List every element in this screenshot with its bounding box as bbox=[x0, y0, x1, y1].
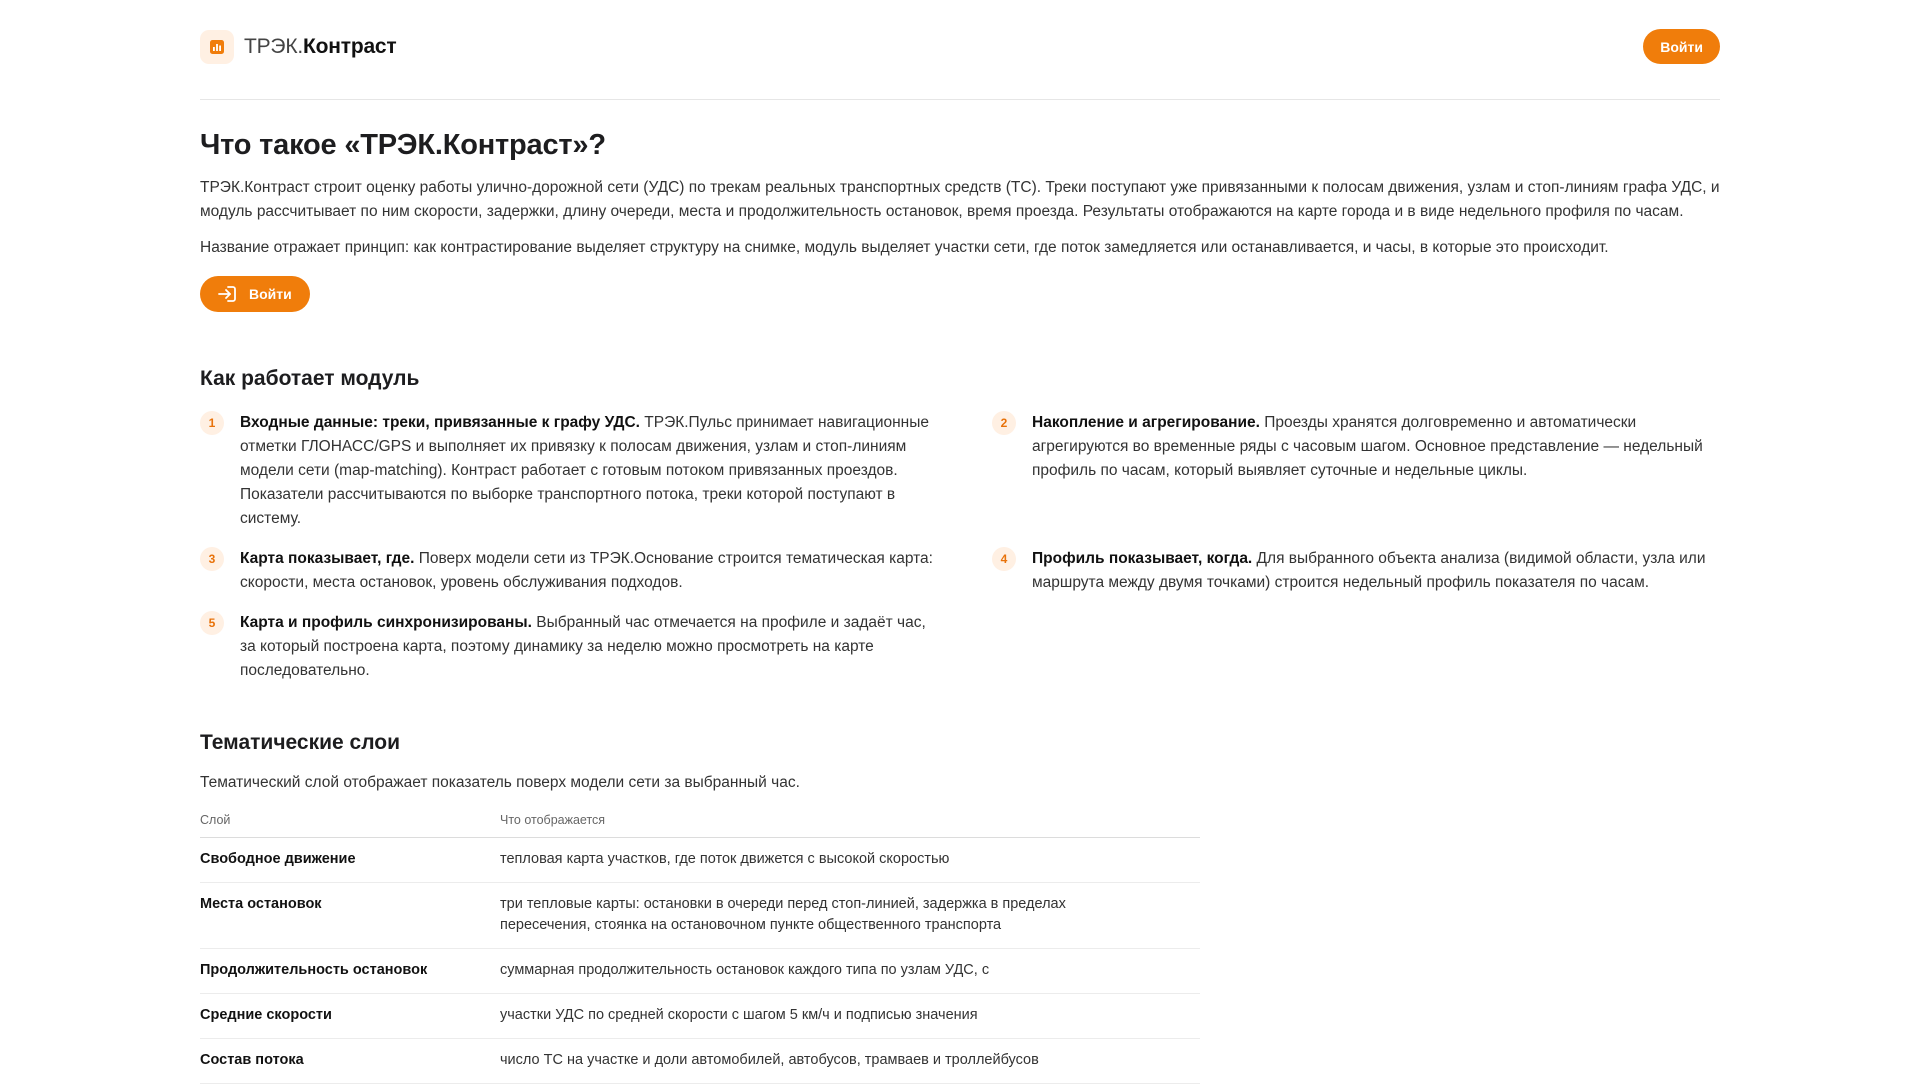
layer-name: Продолжительность остановок bbox=[200, 949, 500, 994]
step-2 bbox=[992, 411, 1720, 531]
column-header-layer: Слой bbox=[200, 812, 500, 838]
step-3 bbox=[200, 547, 960, 595]
bar-chart-icon bbox=[200, 30, 234, 64]
step-5 bbox=[200, 611, 960, 683]
layer-description: тепловая карта участков, где поток движется с высокой скоростью bbox=[500, 838, 1200, 883]
intro-login-label: Войти bbox=[249, 286, 292, 302]
step-number: 5 bbox=[200, 611, 224, 635]
step-body: Для выбранного объекта анализа (видимой области, узла или маршрута между двумя точками) строится недельный профиль показателя по часам. bbox=[1032, 550, 1706, 591]
page bbox=[200, 0, 1720, 1084]
step-number: 3 bbox=[200, 547, 224, 571]
table-header-row bbox=[200, 812, 1200, 838]
page-title: Что такое «ТРЭК.Контраст»? bbox=[200, 129, 606, 161]
intro-login-button[interactable] bbox=[200, 276, 310, 312]
table-row bbox=[200, 883, 1200, 949]
brand-prefix: ТРЭК. bbox=[244, 34, 303, 58]
step-number: 2 bbox=[992, 411, 1016, 435]
step-heading: Накопление и агрегирование. bbox=[1032, 414, 1260, 431]
layer-description: участки УДС по средней скорости с шагом 5 км/ч и подписью значения bbox=[500, 994, 1200, 1039]
login-icon bbox=[217, 285, 237, 303]
brand-name bbox=[244, 35, 397, 59]
layers-table bbox=[200, 812, 1200, 1084]
step-heading: Профиль показывает, когда. bbox=[1032, 550, 1253, 567]
layer-name: Состав потока bbox=[200, 1039, 500, 1084]
step-heading: Входные данные: треки, привязанные к графу УДС. bbox=[240, 414, 640, 431]
header-login-button[interactable]: Войти bbox=[1643, 29, 1720, 64]
how-title: Как работает модуль bbox=[200, 367, 420, 390]
step-text bbox=[240, 611, 945, 683]
top-header bbox=[200, 0, 1720, 100]
table-row bbox=[200, 994, 1200, 1039]
layer-name: Средние скорости bbox=[200, 994, 500, 1039]
how-it-works-section bbox=[200, 365, 1720, 683]
layers-description: Тематический слой отображает показатель поверх модели сети за выбранный час. bbox=[200, 774, 800, 791]
layer-description: число ТС на участке и доли автомобилей, автобусов, трамваев и троллейбусов bbox=[500, 1039, 1200, 1084]
step-body: Проезды хранятся долговременно и автоматически агрегируются во временные ряды с часовым шагом. Основное представление — недельный профиль по часам, который выявляет суточные и недельные циклы. bbox=[1032, 414, 1703, 479]
table-row bbox=[200, 1039, 1200, 1084]
step-text bbox=[240, 547, 945, 595]
table-row bbox=[200, 949, 1200, 994]
layers-title: Тематические слои bbox=[200, 731, 401, 754]
layer-name: Свободное движение bbox=[200, 838, 500, 883]
layer-name: Места остановок bbox=[200, 883, 500, 949]
step-text bbox=[240, 411, 945, 531]
layer-description: три тепловые карты: остановки в очереди перед стоп-линией, задержка в пределах пересечения, стоянка на остановочном пункте общественного транспорта bbox=[500, 883, 1200, 949]
step-body: Поверх модели сети из ТРЭК.Основание строится тематическая карта: скорости, места остановок, уровень обслуживания подходов. bbox=[240, 550, 933, 591]
steps-grid bbox=[200, 411, 1720, 683]
table-row bbox=[200, 838, 1200, 883]
step-number: 1 bbox=[200, 411, 224, 435]
brand-main: Контраст bbox=[303, 34, 397, 58]
layer-description: суммарная продолжительность остановок каждого типа по узлам УДС, с bbox=[500, 949, 1200, 994]
layers-section bbox=[200, 729, 1720, 1084]
step-text bbox=[1032, 411, 1720, 483]
intro-section bbox=[200, 126, 1720, 312]
step-heading: Карта показывает, где. bbox=[240, 550, 415, 567]
intro-paragraph-2: Название отражает принцип: как контрастирование выделяет структуру на снимке, модуль выделяет участки сети, где поток замедляется или останавливается, и часы, в которые это происходит. bbox=[200, 239, 1609, 256]
step-4 bbox=[992, 547, 1720, 595]
step-text bbox=[1032, 547, 1720, 595]
step-heading: Карта и профиль синхронизированы. bbox=[240, 614, 532, 631]
step-number: 4 bbox=[992, 547, 1016, 571]
brand[interactable] bbox=[200, 30, 397, 64]
column-header-description: Что отображается bbox=[500, 812, 1200, 838]
step-body: Выбранный час отмечается на профиле и задаёт час, за который построена карта, поэтому динамику за неделю можно просмотреть на карте последовательно. bbox=[240, 614, 926, 679]
step-1 bbox=[200, 411, 960, 531]
step-body: ТРЭК.Пульс принимает навигационные отметки ГЛОНАСС/GPS и выполняет их привязку к полосам движения, узлам и стоп-линиям модели сети (map-matching). Контраст работает с готовым потоком привязанных проездов. Показатели рассчитываются по выборке транспортного потока, треки которой поступают в систему. bbox=[240, 414, 930, 527]
intro-paragraph-1: ТРЭК.Контраст строит оценку работы улично-дорожной сети (УДС) по трекам реальных транспортных средств (ТС). Треки поступают уже привязанными к полосам движения, узлам и стоп-линиям графа УДС, и модуль рассчитывает по ним скорости, задержки, длину очереди, места и продолжительность остановок, время проезда. Результаты отображаются на карте города и в виде недельного профиля по часам. bbox=[200, 179, 1720, 220]
